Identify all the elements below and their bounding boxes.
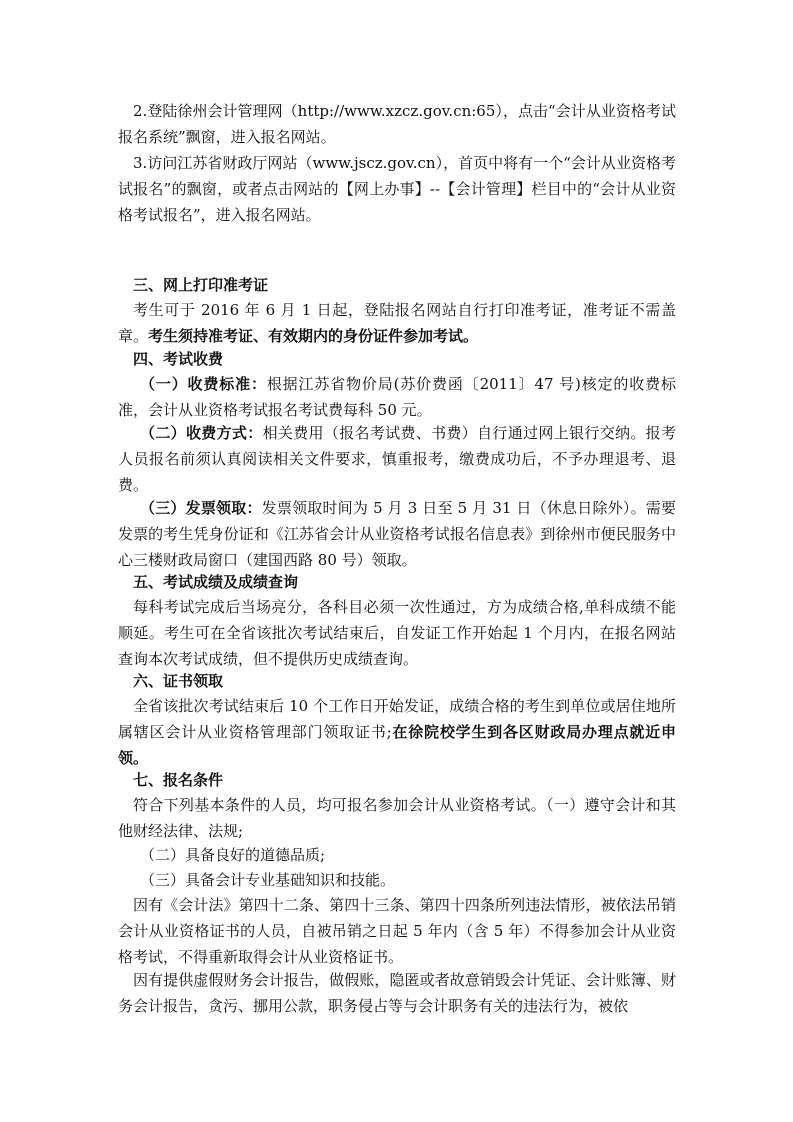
section5-heading: 五、考试成绩及成绩查询: [133, 573, 299, 591]
section5-paragraph: [118, 594, 676, 672]
section6-text: 全省该批次考试结束后 10 个工作日开始发证，成绩合格的考生到单位或居住地所属辖区会计从业资格管理部门领取证书;: [118, 697, 676, 741]
step3-paragraph: [118, 150, 676, 228]
section5-text: 每科考试完成后当场亮分，各科目必须一次性通过，方为成绩合格,单科成绩不能顺延。考生可在全省该批次考试结束后，自发证工作开始起 1 个月内，在报名网站查询本次考试成绩，但不提供历史成绩查询。: [118, 598, 676, 668]
item3-text: 发票领取时间为 5 月 3 日至 5 月 31 日（休息日除外）。需要发票的考生凭身份证和《江苏省会计从业资格考试报名信息表》到徐州市便民服务中心三楼财政局窗口（建国西路 80 号）领取。: [118, 499, 676, 569]
section7-paragraph5: 因有提供虚假财务会计报告，做假账，隐匿或者故意销毁会计凭证、会计账簿、财务会计报告，贪污、挪用公款，职务侵占等与会计职务有关的违法行为，被依: [118, 971, 676, 1015]
section6-bold-text: 在徐院校学生到各区财政局办理点就近申领。: [118, 723, 676, 767]
section4-heading: 四、考试收费: [133, 350, 224, 368]
item1-label: （一）收费标准：: [140, 375, 267, 393]
section7-paragraph3: （三）具备会计专业基础知识和技能。: [140, 871, 396, 889]
section3-heading: 三、网上打印准考证: [133, 276, 269, 294]
section7-paragraph1: 符合下列基本条件的人员，均可报名参加会计从业资格考试。（一）遵守会计和其他财经法律、法规;: [118, 796, 676, 840]
step3-text: 3.访问江苏省财政厅网站（www.jscz.gov.cn），首页中将有一个“会计从业资格考试报名”的飘窗，或者点击网站的【网上办事】--【会计管理】栏目中的“会计从业资格考试报名”，进入报名网站。: [118, 154, 676, 224]
section7-paragraph4: 因有《会计法》第四十二条、第四十三条、第四十四条所列违法情形，被依法吊销会计从业资格证书的人员，自被吊销之日起 5 年内（含 5 年）不得参加会计从业资格考试，不得重新取得会计从业资格证书。: [118, 896, 676, 966]
section7-heading: 七、报名条件: [133, 771, 224, 789]
item1-text: 根据江苏省物价局(苏价费函〔2011〕47 号)核定的收费标准，会计从业资格考试报名考试费每科 50 元。: [118, 375, 676, 419]
section6-heading: 六、证书领取: [133, 672, 224, 690]
section4-item3: [118, 495, 676, 573]
step2-paragraph: [118, 98, 676, 150]
item3-label: （三）发票领取：: [140, 499, 262, 517]
section7-paragraph2: （二）具备良好的道德品质;: [140, 846, 326, 864]
section3-text: 考生可于 2016 年 6 月 1 日起，登陆报名网站自行打印准考证，准考证不需盖章。: [118, 301, 676, 345]
section6-paragraph: [118, 693, 676, 771]
section3-paragraph: [118, 297, 676, 349]
section4-item2: [118, 420, 676, 498]
item2-text: 相关费用（报名考试费、书费）自行通过网上银行交纳。报考人员报名前须认真阅读相关文件要求，慎重报考，缴费成功后，不予办理退考、退费。: [118, 424, 676, 494]
item2-label: （二）收费方式：: [140, 424, 263, 442]
step2-text: 2.登陆徐州会计管理网（http://www.xzcz.gov.cn:65），点击“会计从业资格考试报名系统”飘窗，进入报名网站。: [118, 102, 676, 146]
section3-bold-text: 考生须持准考证、有效期内的身份证件参加考试。: [148, 327, 479, 345]
section4-item1: [118, 371, 676, 423]
